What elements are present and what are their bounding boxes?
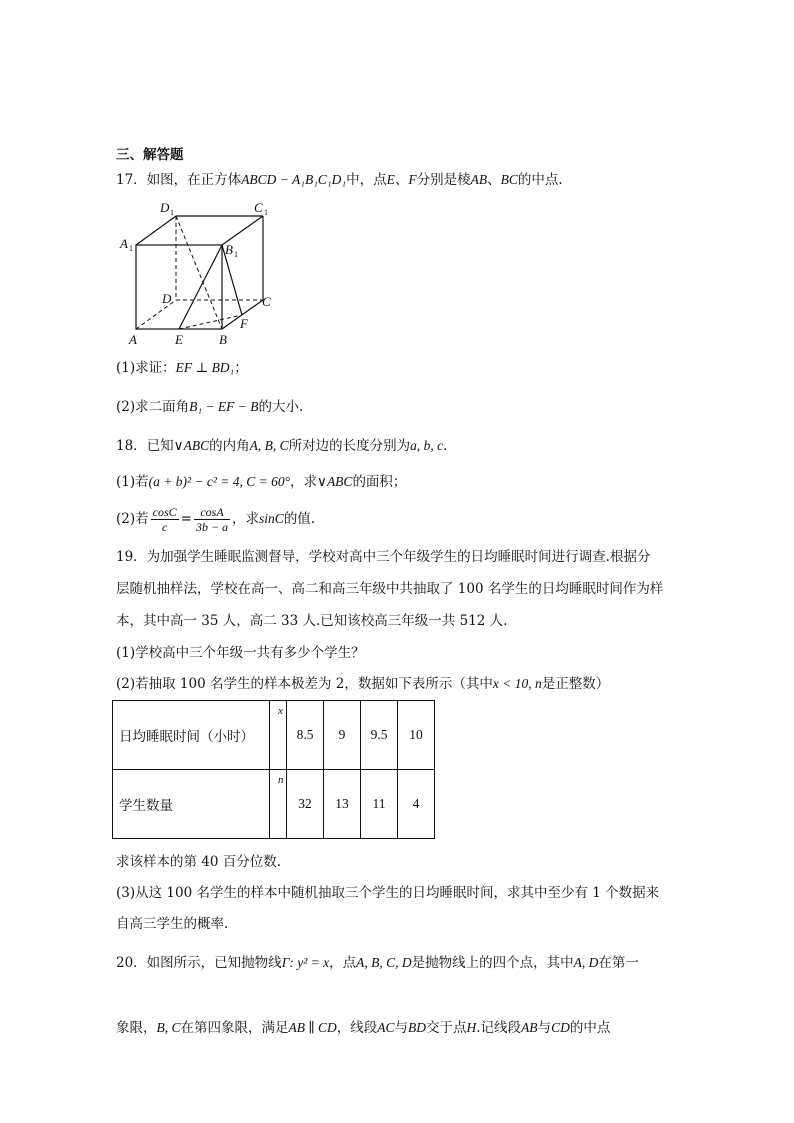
q20-line2-a: 象限， <box>116 1020 157 1036</box>
q19-part2-b: 是正整数） <box>541 676 610 692</box>
row2-label: 学生数量 <box>113 770 270 839</box>
row1-value: 9.5 <box>361 701 398 770</box>
row1-value: 9 <box>324 701 361 770</box>
table-row <box>113 770 435 839</box>
q20-segment-bd: BD <box>408 1020 427 1035</box>
section-title: 三、解答题 <box>116 147 184 163</box>
q20-points-ad: A, D <box>573 955 599 970</box>
q17-part2-prefix: (2)求二面角 <box>116 399 190 415</box>
q20-line1-b: ，点 <box>329 955 357 971</box>
q17-stem-b: 中，点 <box>346 172 387 188</box>
q20-line2-g: 与 <box>537 1020 552 1036</box>
q18-fraction-2-num: cosA <box>194 505 230 520</box>
q19-after-table: 求该样本的第 40 百分位数. <box>116 854 282 870</box>
front-face <box>136 245 222 329</box>
q18-part1-triangle: ABC <box>326 474 353 489</box>
q18-fraction-2-den: 3b − a <box>195 520 229 534</box>
q20-line1-a: 20．如图所示，已知抛物线 <box>116 955 282 971</box>
q19-part3-line1: (3)从这 100 名学生的样本中随机抽取三个学生的日均睡眠时间，求其中至少有 1 个数据来 <box>116 885 660 901</box>
q18-stem-c: 所对边的长度分别为 <box>288 438 411 454</box>
q18-part1-suffix: 的面积； <box>352 474 407 490</box>
q18-part1 <box>116 473 406 491</box>
q18-fraction-1 <box>151 505 179 534</box>
row2-var-cell <box>270 770 287 839</box>
q18-part2-math: sinC <box>259 511 284 526</box>
q17-point-f: F <box>408 172 417 187</box>
q18-stem-b: 的内角 <box>209 438 250 454</box>
label-c: C <box>262 294 271 309</box>
row2-var: n <box>278 774 284 786</box>
q17-part2-suffix: 的大小. <box>258 399 304 415</box>
q17-edge-bc: BC <box>500 172 518 187</box>
q19-part1: (1)学校高中三个年级一共有多少个学生？ <box>116 645 365 661</box>
q18-triangle: ABC <box>183 438 210 453</box>
q20-line2-h: 的中点 <box>569 1020 611 1036</box>
q20-parabola: Γ: y² = x <box>281 955 330 970</box>
q18-fraction-1-num: cosC <box>152 505 177 519</box>
q18-stem <box>116 437 447 455</box>
q18-stem-d: . <box>443 438 448 454</box>
q18-number: 18． <box>116 438 147 454</box>
q18-part2-prefix: (2)若 <box>116 511 149 527</box>
label-e: E <box>175 332 183 347</box>
q19-part2 <box>116 675 609 693</box>
q20-line1-c: 是抛物线上的四个点，其中 <box>411 955 574 971</box>
q17-number: 17． <box>116 172 147 188</box>
row2-value: 4 <box>398 770 435 839</box>
q18-part2 <box>116 505 315 534</box>
q18-fraction-1-den: c <box>161 520 168 534</box>
q20-line1 <box>116 954 639 972</box>
q17-part2-math: B₁ − EF − B <box>189 399 259 414</box>
label-c1: C <box>254 200 263 215</box>
row1-value: 10 <box>398 701 435 770</box>
q20-segment-ac: AC <box>377 1020 395 1035</box>
q20-points: A, B, C, D <box>356 955 412 970</box>
q20-line2-f: .记线段 <box>476 1020 522 1036</box>
row2-value: 11 <box>361 770 398 839</box>
q19-part3-line2: 自高三学生的概率. <box>116 916 229 932</box>
label-d: D <box>162 291 172 306</box>
q18-equals: = <box>180 511 192 527</box>
q17-edge-ab: AB <box>470 172 488 187</box>
q18-sides: a, b, c <box>410 438 444 453</box>
label-d1-sub: 1 <box>170 208 174 217</box>
q17-sep1: 、 <box>394 172 409 188</box>
q17-part1-prefix: (1)求证： <box>116 360 176 376</box>
q20-line2-c: ，线段 <box>336 1020 378 1036</box>
q20-segment-ab: AB <box>521 1020 538 1035</box>
label-b1: B <box>225 242 233 257</box>
row2-value: 13 <box>324 770 361 839</box>
q20-line2-e: 交于点 <box>426 1020 467 1036</box>
q20-line2-d: 与 <box>394 1020 409 1036</box>
sleep-data-table <box>112 700 435 839</box>
q20-line1-d: 在第一 <box>598 955 639 971</box>
q17-part2 <box>116 398 303 416</box>
diagonal-bd1 <box>176 216 222 329</box>
q17-stem-d: 的中点. <box>517 172 563 188</box>
q19-line3: 本，其中高一 35 人，高二 33 人.已知该校高三年级一共 512 人. <box>116 613 508 629</box>
q19-line2: 层随机抽样法，学校在高一、高二和高三年级中共抽取了 100 名学生的日均睡眠时间作为样 <box>116 581 664 597</box>
q18-part1-prefix: (1)若 <box>116 474 149 490</box>
q19-part2-a: (2)若抽取 100 名学生的样本极差为 2，数据如下表所示（其中 <box>116 676 493 692</box>
q18-angles: A, B, C <box>249 438 289 453</box>
edge-a1d1 <box>136 216 176 245</box>
q17-point-e: E <box>386 172 395 187</box>
q19-part2-math: x < 10, n <box>492 676 542 691</box>
row2-value: 32 <box>287 770 324 839</box>
q18-part1-math: (a + b)² − c² = 4, C = 60° <box>148 474 291 489</box>
q17-stem-c: 分别是棱 <box>416 172 471 188</box>
label-b: B <box>219 332 227 347</box>
row1-var-cell <box>270 701 287 770</box>
q17-cube-name: ABCD − A₁B₁C₁D₁ <box>241 172 347 187</box>
row1-label: 日均睡眠时间（小时） <box>113 701 270 770</box>
q20-point-h: H <box>466 1020 477 1035</box>
label-b1-sub: 1 <box>234 250 238 259</box>
edge-b1c1 <box>222 216 263 245</box>
label-a1-sub: 1 <box>129 244 133 253</box>
label-c1-sub: 1 <box>264 208 268 217</box>
cube-figure <box>112 196 282 348</box>
q17-stem-a: 如图，在正方体 <box>146 172 242 188</box>
label-a: A <box>129 332 137 347</box>
q20-line2-b: 在第四象限，满足 <box>180 1020 289 1036</box>
q18-part2-suffix: 的值. <box>283 511 316 527</box>
label-a1: A <box>120 236 128 251</box>
q18-part1-mid: ，求∨ <box>290 474 327 490</box>
q17-stem <box>116 171 563 189</box>
q17-part1 <box>116 359 248 377</box>
q20-line2 <box>116 1019 610 1037</box>
q18-fraction-2 <box>194 505 230 534</box>
q20-parallel: AB ∥ CD <box>288 1020 337 1035</box>
table-row <box>113 701 435 770</box>
label-f: F <box>240 316 248 331</box>
q17-sep2: 、 <box>487 172 501 188</box>
q18-stem-a: 已知∨ <box>146 438 184 454</box>
q18-part2-mid: ，求 <box>232 511 260 527</box>
segment-b1e <box>179 245 222 329</box>
q17-part1-suffix: ； <box>234 360 248 376</box>
q19-line1: 19．为加强学生睡眠监测督导，学校对高中三个年级学生的日均睡眠时间进行调查.根据分 <box>116 549 651 565</box>
row1-var: x <box>278 705 283 717</box>
q20-segment-cd: CD <box>551 1020 570 1035</box>
q17-part1-math: EF ⊥ BD₁ <box>175 360 235 375</box>
row1-value: 8.5 <box>287 701 324 770</box>
q20-points-bc: B, C <box>156 1020 181 1035</box>
label-d1: D <box>160 200 170 215</box>
